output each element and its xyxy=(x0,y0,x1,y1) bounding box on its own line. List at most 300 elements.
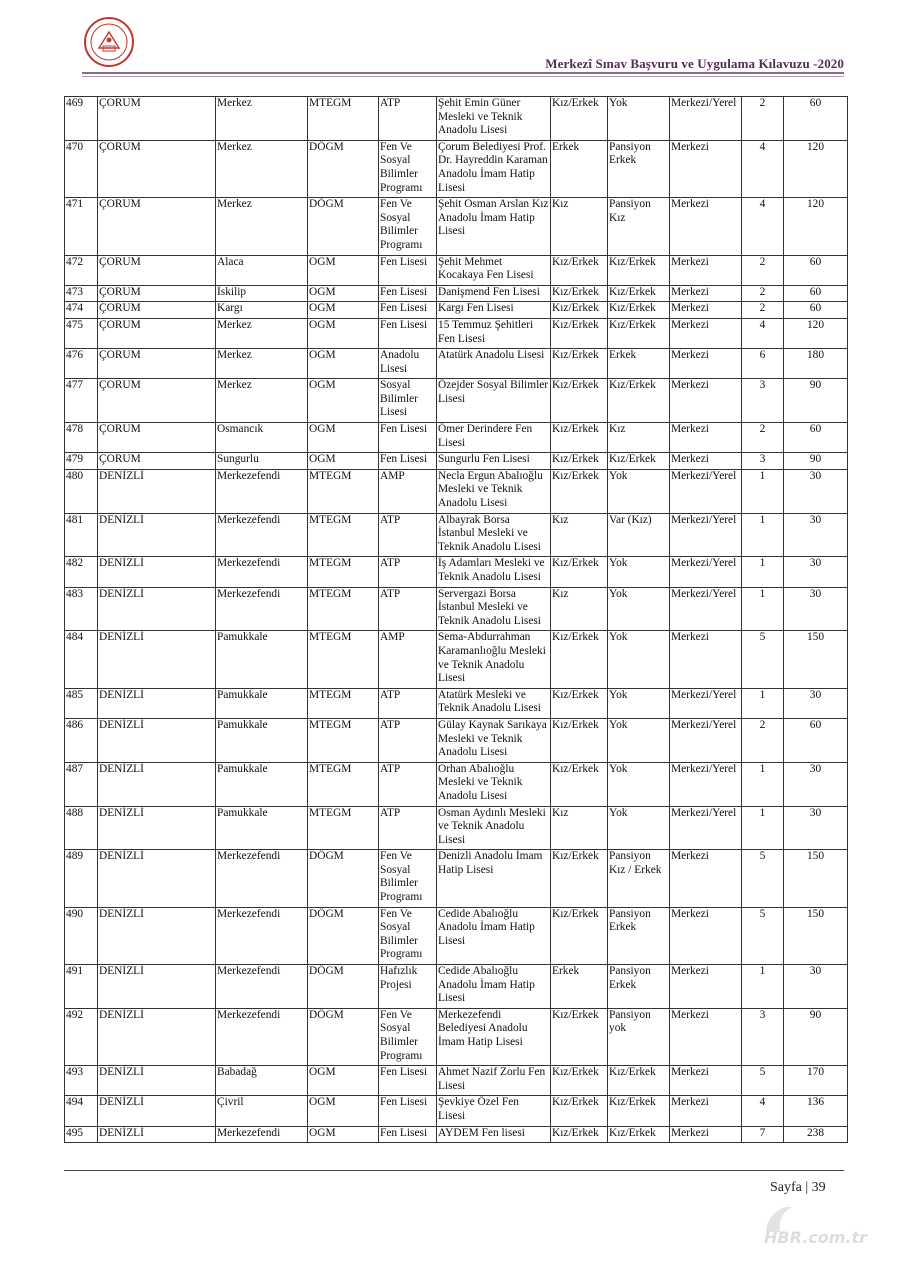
table-cell: Merkezi xyxy=(670,1126,742,1143)
table-cell: Yok xyxy=(608,762,670,806)
table-row xyxy=(65,1096,848,1126)
table-cell: 470 xyxy=(65,140,98,197)
table-cell: Fen Lisesi xyxy=(379,285,437,302)
table-cell: 90 xyxy=(784,453,848,470)
table-cell: 475 xyxy=(65,318,98,348)
table-cell: 6 xyxy=(742,349,784,379)
table-row xyxy=(65,850,848,907)
table-cell: Kız xyxy=(551,513,608,557)
table-cell: Pansiyon yok xyxy=(608,1008,670,1065)
table-cell: Kız xyxy=(551,806,608,850)
table-cell: OGM xyxy=(308,453,379,470)
table-cell: 120 xyxy=(784,198,848,255)
table-cell: 150 xyxy=(784,850,848,907)
table-cell: 486 xyxy=(65,718,98,762)
table-row xyxy=(65,255,848,285)
table-row xyxy=(65,688,848,718)
table-cell: Osman Aydınlı Mesleki ve Teknik Anadolu Lisesi xyxy=(437,806,551,850)
table-cell: Pamukkale xyxy=(216,762,308,806)
table-cell: Gülay Kaynak Sarıkaya Mesleki ve Teknik Anadolu Lisesi xyxy=(437,718,551,762)
table-cell: 5 xyxy=(742,1066,784,1096)
table-cell: MTEGM xyxy=(308,688,379,718)
table-cell: 5 xyxy=(742,631,784,688)
table-cell: Merkezi xyxy=(670,198,742,255)
table-cell: DENİZLİ xyxy=(98,965,216,1009)
table-cell: OGM xyxy=(308,379,379,423)
table-cell: Necla Ergun Abalıoğlu Mesleki ve Teknik Anadolu Lisesi xyxy=(437,469,551,513)
table-cell: 60 xyxy=(784,255,848,285)
table-cell: DENİZLİ xyxy=(98,1126,216,1143)
table-cell: Merkezi/Yerel xyxy=(670,806,742,850)
table-cell: Pansiyon Erkek xyxy=(608,140,670,197)
table-cell: 1 xyxy=(742,762,784,806)
table-cell: Pamukkale xyxy=(216,688,308,718)
table-cell: İskilip xyxy=(216,285,308,302)
table-cell: Kız/Erkek xyxy=(608,318,670,348)
table-cell: 3 xyxy=(742,1008,784,1065)
table-cell: 60 xyxy=(784,423,848,453)
table-row xyxy=(65,907,848,964)
table-cell: İş Adamları Mesleki ve Teknik Anadolu Lisesi xyxy=(437,557,551,587)
table-cell: Fen Lisesi xyxy=(379,302,437,319)
table-cell: Yok xyxy=(608,688,670,718)
table-cell: Fen Lisesi xyxy=(379,423,437,453)
table-cell: DENİZLİ xyxy=(98,469,216,513)
table-cell: 15 Temmuz Şehitleri Fen Lisesi xyxy=(437,318,551,348)
table-cell: Cedide Abalıoğlu Anadolu İmam Hatip Lisesi xyxy=(437,907,551,964)
table-cell: Kız/Erkek xyxy=(551,631,608,688)
table-cell: Pamukkale xyxy=(216,718,308,762)
table-cell: ATP xyxy=(379,806,437,850)
table-cell: Merkezi/Yerel xyxy=(670,557,742,587)
table-cell: ÇORUM xyxy=(98,453,216,470)
table-cell: ÇORUM xyxy=(98,255,216,285)
table-cell: DENİZLİ xyxy=(98,631,216,688)
table-row xyxy=(65,140,848,197)
table-cell: Sungurlu Fen Lisesi xyxy=(437,453,551,470)
table-cell: 30 xyxy=(784,806,848,850)
table-cell: Cedide Abalıoğlu Anadolu İmam Hatip Lisesi xyxy=(437,965,551,1009)
table-row xyxy=(65,379,848,423)
table-cell: Kız/Erkek xyxy=(551,97,608,141)
table-cell: Merkezi xyxy=(670,965,742,1009)
table-cell: DENİZLİ xyxy=(98,1008,216,1065)
table-cell: Kız/Erkek xyxy=(551,423,608,453)
table-cell: Kız/Erkek xyxy=(551,469,608,513)
table-cell: DÖGM xyxy=(308,140,379,197)
table-cell: Yok xyxy=(608,557,670,587)
table-row xyxy=(65,806,848,850)
table-cell: 3 xyxy=(742,453,784,470)
table-cell: ÇORUM xyxy=(98,140,216,197)
table-cell: Merkezi/Yerel xyxy=(670,587,742,631)
table-cell: OGM xyxy=(308,1096,379,1126)
table-cell: 60 xyxy=(784,302,848,319)
table-cell: 30 xyxy=(784,469,848,513)
table-cell: Hafızlık Projesi xyxy=(379,965,437,1009)
table-cell: Danişmend Fen Lisesi xyxy=(437,285,551,302)
table-cell: 488 xyxy=(65,806,98,850)
table-cell: DENİZLİ xyxy=(98,907,216,964)
table-cell: Merkezi xyxy=(670,255,742,285)
table-cell: Kız/Erkek xyxy=(551,1096,608,1126)
table-cell: Sungurlu xyxy=(216,453,308,470)
table-cell: ATP xyxy=(379,718,437,762)
table-cell: Merkezefendi Belediyesi Anadolu İmam Hatip Lisesi xyxy=(437,1008,551,1065)
table-cell: OGM xyxy=(308,1126,379,1143)
table-cell: Merkezefendi xyxy=(216,850,308,907)
table-cell: 60 xyxy=(784,97,848,141)
table-cell: 484 xyxy=(65,631,98,688)
table-cell: Kız/Erkek xyxy=(551,718,608,762)
table-cell: Merkezi/Yerel xyxy=(670,469,742,513)
table-cell: Şehit Osman Arslan Kız Anadolu İmam Hatip Lisesi xyxy=(437,198,551,255)
table-cell: Pamukkale xyxy=(216,631,308,688)
table-cell: 471 xyxy=(65,198,98,255)
table-cell: Merkezi xyxy=(670,850,742,907)
table-cell: 474 xyxy=(65,302,98,319)
table-cell: Fen Ve Sosyal Bilimler Programı xyxy=(379,907,437,964)
table-cell: 7 xyxy=(742,1126,784,1143)
table-cell: Fen Lisesi xyxy=(379,1096,437,1126)
table-cell: Kız/Erkek xyxy=(551,285,608,302)
table-cell: DENİZLİ xyxy=(98,513,216,557)
table-cell: Merkezi xyxy=(670,1096,742,1126)
table-cell: 2 xyxy=(742,97,784,141)
table-cell: Kız/Erkek xyxy=(551,349,608,379)
table-body xyxy=(65,97,848,1143)
table-cell: 495 xyxy=(65,1126,98,1143)
table-cell: 490 xyxy=(65,907,98,964)
table-cell: 478 xyxy=(65,423,98,453)
table-cell: Merkezefendi xyxy=(216,965,308,1009)
table-cell: 1 xyxy=(742,587,784,631)
table-cell: Merkezefendi xyxy=(216,557,308,587)
table-cell: Sema-Abdurrahman Karamanlıoğlu Mesleki ve Teknik Anadolu Lisesi xyxy=(437,631,551,688)
table-cell: 472 xyxy=(65,255,98,285)
table-cell: Anadolu Lisesi xyxy=(379,349,437,379)
table-cell: Şevkiye Özel Fen Lisesi xyxy=(437,1096,551,1126)
table-cell: ATP xyxy=(379,587,437,631)
table-cell: Merkezi xyxy=(670,907,742,964)
table-cell: Fen Lisesi xyxy=(379,255,437,285)
schools-table xyxy=(64,96,848,1143)
table-cell: 5 xyxy=(742,850,784,907)
table-cell: Osmancık xyxy=(216,423,308,453)
table-cell: Kız/Erkek xyxy=(551,453,608,470)
table-row xyxy=(65,513,848,557)
table-cell: ÇORUM xyxy=(98,198,216,255)
table-cell: Fen Lisesi xyxy=(379,1066,437,1096)
table-cell: ATP xyxy=(379,557,437,587)
table-cell: Kız/Erkek xyxy=(608,1126,670,1143)
table-cell: Kız/Erkek xyxy=(551,850,608,907)
table-cell: 477 xyxy=(65,379,98,423)
table-cell: Kız/Erkek xyxy=(551,1066,608,1096)
table-cell: Merkezi xyxy=(670,631,742,688)
table-cell: Babadağ xyxy=(216,1066,308,1096)
table-cell: 492 xyxy=(65,1008,98,1065)
table-cell: Fen Lisesi xyxy=(379,453,437,470)
table-cell: 90 xyxy=(784,379,848,423)
table-cell: OGM xyxy=(308,302,379,319)
table-cell: Kız/Erkek xyxy=(551,302,608,319)
table-cell: Albayrak Borsa İstanbul Mesleki ve Teknik Anadolu Lisesi xyxy=(437,513,551,557)
table-cell: Merkezi xyxy=(670,349,742,379)
ministry-logo xyxy=(83,16,135,68)
table-cell: 481 xyxy=(65,513,98,557)
table-cell: DENİZLİ xyxy=(98,1096,216,1126)
table-cell: Merkez xyxy=(216,318,308,348)
table-cell: Merkezi xyxy=(670,379,742,423)
table-cell: Kız xyxy=(551,587,608,631)
table-cell: Kız xyxy=(608,423,670,453)
table-cell: Kız xyxy=(551,198,608,255)
table-cell: 2 xyxy=(742,285,784,302)
table-cell: DENİZLİ xyxy=(98,762,216,806)
table-cell: DÖGM xyxy=(308,198,379,255)
table-cell: Yok xyxy=(608,469,670,513)
table-cell: Fen Ve Sosyal Bilimler Programı xyxy=(379,198,437,255)
table-cell: 493 xyxy=(65,1066,98,1096)
table-cell: 2 xyxy=(742,423,784,453)
table-cell: DENİZLİ xyxy=(98,1066,216,1096)
table-cell: Fen Lisesi xyxy=(379,1126,437,1143)
table-cell: 170 xyxy=(784,1066,848,1096)
table-cell: Merkezi/Yerel xyxy=(670,688,742,718)
table-cell: ATP xyxy=(379,688,437,718)
table-cell: Merkezi/Yerel xyxy=(670,718,742,762)
table-cell: Kız/Erkek xyxy=(551,907,608,964)
table-cell: Merkez xyxy=(216,140,308,197)
table-row xyxy=(65,97,848,141)
table-cell: Özejder Sosyal Bilimler Lisesi xyxy=(437,379,551,423)
table-cell: Merkezi xyxy=(670,285,742,302)
table-cell: DENİZLİ xyxy=(98,718,216,762)
table-cell: MTEGM xyxy=(308,469,379,513)
table-cell: Merkezefendi xyxy=(216,907,308,964)
table-row xyxy=(65,302,848,319)
table-cell: OGM xyxy=(308,285,379,302)
table-cell: 3 xyxy=(742,379,784,423)
table-cell: AMP xyxy=(379,631,437,688)
table-cell: Kargı xyxy=(216,302,308,319)
table-row xyxy=(65,557,848,587)
table-cell: ÇORUM xyxy=(98,285,216,302)
table-cell: 2 xyxy=(742,302,784,319)
table-row xyxy=(65,453,848,470)
table-cell: MTEGM xyxy=(308,587,379,631)
table-cell: Atatürk Anadolu Lisesi xyxy=(437,349,551,379)
table-cell: Merkezefendi xyxy=(216,1008,308,1065)
table-cell: 150 xyxy=(784,907,848,964)
table-cell: ÇORUM xyxy=(98,423,216,453)
header-divider xyxy=(82,72,844,74)
table-cell: Alaca xyxy=(216,255,308,285)
table-cell: Merkez xyxy=(216,97,308,141)
page-number: Sayfa | 39 xyxy=(770,1180,826,1195)
table-cell: 476 xyxy=(65,349,98,379)
table-row xyxy=(65,718,848,762)
table-cell: DÖGM xyxy=(308,850,379,907)
table-cell: ÇORUM xyxy=(98,349,216,379)
table-cell: Merkezi xyxy=(670,423,742,453)
table-cell: Merkezi xyxy=(670,453,742,470)
table-cell: Merkez xyxy=(216,349,308,379)
table-cell: 479 xyxy=(65,453,98,470)
table-cell: Merkezefendi xyxy=(216,513,308,557)
table-cell: Çivril xyxy=(216,1096,308,1126)
table-cell: 487 xyxy=(65,762,98,806)
table-cell: AMP xyxy=(379,469,437,513)
table-cell: Merkezi xyxy=(670,140,742,197)
table-cell: Merkezi/Yerel xyxy=(670,762,742,806)
table-cell: Kız/Erkek xyxy=(608,1096,670,1126)
table-cell: Yok xyxy=(608,631,670,688)
table-cell: 494 xyxy=(65,1096,98,1126)
table-cell: Kız/Erkek xyxy=(551,762,608,806)
table-cell: MTEGM xyxy=(308,762,379,806)
table-row xyxy=(65,469,848,513)
table-cell: 30 xyxy=(784,762,848,806)
table-cell: 485 xyxy=(65,688,98,718)
table-row xyxy=(65,631,848,688)
table-cell: OGM xyxy=(308,1066,379,1096)
table-cell: 489 xyxy=(65,850,98,907)
table-cell: DENİZLİ xyxy=(98,557,216,587)
table-cell: 1 xyxy=(742,557,784,587)
table-cell: Merkezi xyxy=(670,318,742,348)
table-row xyxy=(65,587,848,631)
table-cell: Atatürk Mesleki ve Teknik Anadolu Lisesi xyxy=(437,688,551,718)
table-cell: Merkezefendi xyxy=(216,1126,308,1143)
table-row xyxy=(65,198,848,255)
table-cell: Merkezefendi xyxy=(216,469,308,513)
table-cell: Ömer Derindere Fen Lisesi xyxy=(437,423,551,453)
table-cell: 30 xyxy=(784,513,848,557)
table-cell: 4 xyxy=(742,318,784,348)
table-cell: Merkezi xyxy=(670,1008,742,1065)
table-cell: Yok xyxy=(608,587,670,631)
table-cell: 483 xyxy=(65,587,98,631)
table-row xyxy=(65,349,848,379)
table-cell: 30 xyxy=(784,688,848,718)
table-cell: Fen Ve Sosyal Bilimler Programı xyxy=(379,140,437,197)
table-cell: Kız/Erkek xyxy=(608,453,670,470)
table-cell: Kız/Erkek xyxy=(551,1008,608,1065)
table-cell: Çorum Belediyesi Prof. Dr. Hayreddin Karaman Anadolu İmam Hatip Lisesi xyxy=(437,140,551,197)
table-cell: Yok xyxy=(608,806,670,850)
table-cell: Erkek xyxy=(551,965,608,1009)
table-cell: Pansiyon Erkek xyxy=(608,965,670,1009)
table-cell: OGM xyxy=(308,318,379,348)
table-row xyxy=(65,318,848,348)
document-title: Merkezî Sınav Başvuru ve Uygulama Kılavuzu -2020 xyxy=(545,56,844,71)
table-cell: Fen Ve Sosyal Bilimler Programı xyxy=(379,1008,437,1065)
table-cell: Kız/Erkek xyxy=(551,1126,608,1143)
table-cell: 480 xyxy=(65,469,98,513)
table-cell: 469 xyxy=(65,97,98,141)
table-cell: OGM xyxy=(308,423,379,453)
table-cell: 4 xyxy=(742,140,784,197)
table-cell: MTEGM xyxy=(308,718,379,762)
table-cell: DENİZLİ xyxy=(98,688,216,718)
table-cell: Kız/Erkek xyxy=(551,255,608,285)
table-cell: Sosyal Bilimler Lisesi xyxy=(379,379,437,423)
table-cell: MTEGM xyxy=(308,97,379,141)
table-row xyxy=(65,965,848,1009)
table-row xyxy=(65,762,848,806)
table-cell: OGM xyxy=(308,255,379,285)
table-cell: ÇORUM xyxy=(98,318,216,348)
table-cell: Kız/Erkek xyxy=(608,285,670,302)
table-cell: 60 xyxy=(784,718,848,762)
table-row xyxy=(65,285,848,302)
table-cell: 5 xyxy=(742,907,784,964)
table-cell: MTEGM xyxy=(308,557,379,587)
table-cell: Fen Ve Sosyal Bilimler Programı xyxy=(379,850,437,907)
table-cell: AYDEM Fen lisesi xyxy=(437,1126,551,1143)
table-cell: MTEGM xyxy=(308,513,379,557)
footer-divider xyxy=(64,1170,844,1171)
table-cell: Var (Kız) xyxy=(608,513,670,557)
table-cell: Merkezi xyxy=(670,302,742,319)
table-cell: Orhan Abalıoğlu Mesleki ve Teknik Anadolu Lisesi xyxy=(437,762,551,806)
table-cell: DENİZLİ xyxy=(98,850,216,907)
watermark-text: HBR.com.tr xyxy=(764,1228,868,1247)
table-cell: Pansiyon Kız xyxy=(608,198,670,255)
table-cell: 180 xyxy=(784,349,848,379)
table-cell: Kız/Erkek xyxy=(551,318,608,348)
table-cell: Kız/Erkek xyxy=(608,302,670,319)
table-cell: ÇORUM xyxy=(98,379,216,423)
table-cell: Fen Lisesi xyxy=(379,318,437,348)
table-cell: OGM xyxy=(308,349,379,379)
table-cell: 1 xyxy=(742,469,784,513)
table-cell: Kız/Erkek xyxy=(551,688,608,718)
table-cell: DÖGM xyxy=(308,1008,379,1065)
table-cell: Yok xyxy=(608,718,670,762)
table-cell: Kız/Erkek xyxy=(608,1066,670,1096)
table-cell: 238 xyxy=(784,1126,848,1143)
table-cell: ÇORUM xyxy=(98,97,216,141)
table-cell: Kargı Fen Lisesi xyxy=(437,302,551,319)
table-cell: 30 xyxy=(784,587,848,631)
table-cell: 90 xyxy=(784,1008,848,1065)
table-cell: 4 xyxy=(742,198,784,255)
watermark xyxy=(758,1198,878,1258)
table-cell: 491 xyxy=(65,965,98,1009)
table-cell: Pamukkale xyxy=(216,806,308,850)
table-cell: 136 xyxy=(784,1096,848,1126)
table-cell: 1 xyxy=(742,688,784,718)
table-cell: 150 xyxy=(784,631,848,688)
table-cell: 2 xyxy=(742,255,784,285)
table-cell: 30 xyxy=(784,557,848,587)
table-cell: Kız/Erkek xyxy=(551,557,608,587)
table-cell: 1 xyxy=(742,806,784,850)
table-cell: 4 xyxy=(742,1096,784,1126)
table-row xyxy=(65,1008,848,1065)
table-cell: 473 xyxy=(65,285,98,302)
table-cell: Kız/Erkek xyxy=(551,379,608,423)
table-row xyxy=(65,423,848,453)
table-cell: ÇORUM xyxy=(98,302,216,319)
header-divider-thin xyxy=(82,76,844,77)
table-cell: 120 xyxy=(784,140,848,197)
table-cell: Merkez xyxy=(216,198,308,255)
table-cell: ATP xyxy=(379,762,437,806)
